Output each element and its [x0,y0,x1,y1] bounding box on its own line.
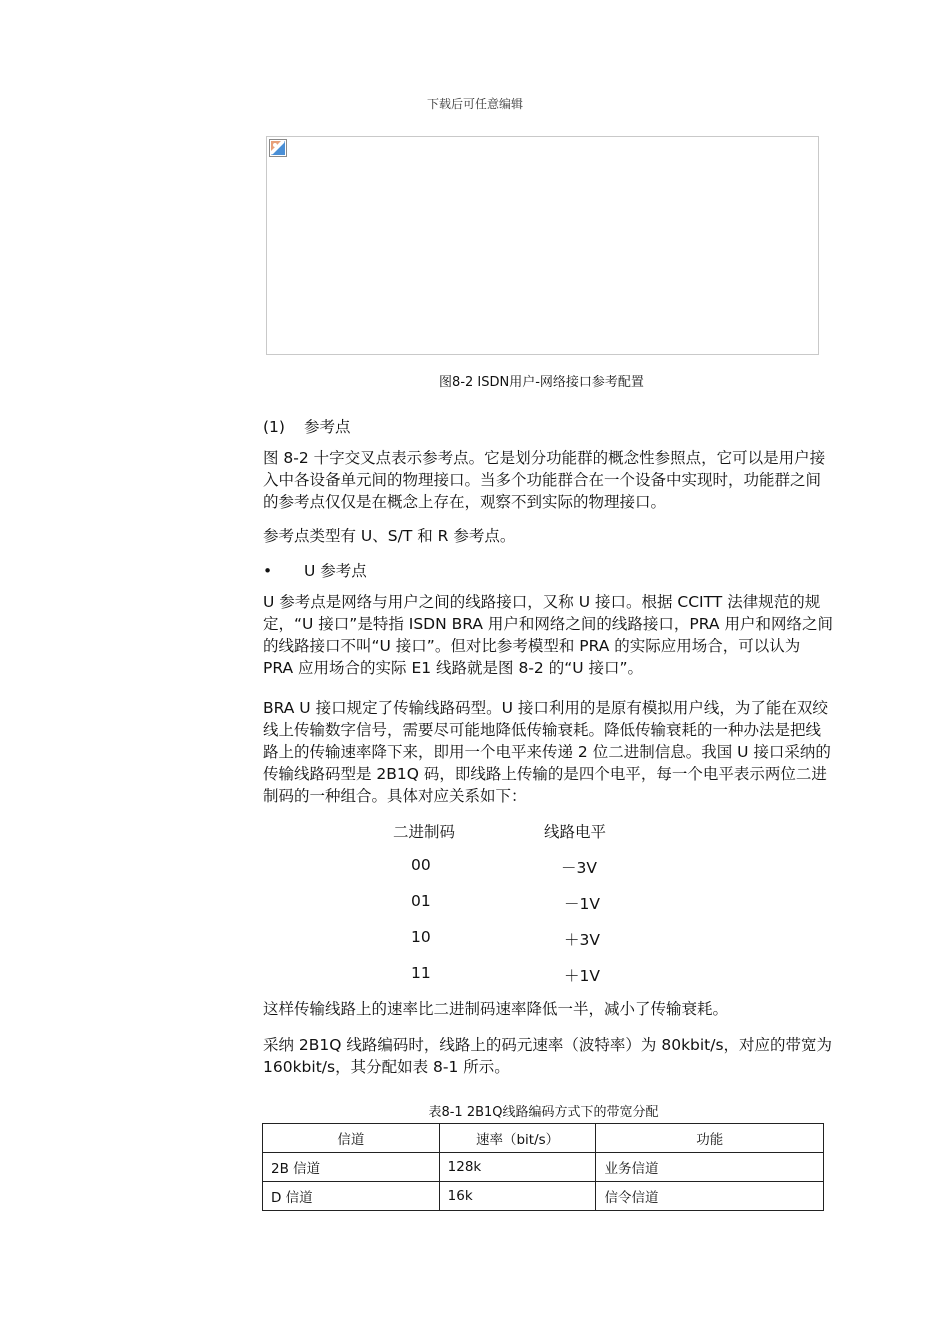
figure-image-placeholder [266,136,819,355]
paragraph-5: 这样传输线路上的速率比二进制码速率降低一半，减小了传输衰耗。 [263,1000,729,1018]
table-header-cell: 功能 [596,1124,824,1153]
table-cell: 信令信道 [596,1182,824,1211]
mapping-code: 11 [411,964,431,982]
mapping-code: 10 [411,928,431,946]
broken-image-icon [269,139,287,157]
table-cell: D 信道 [263,1182,440,1211]
page-header: 下载后可任意编辑 [426,97,523,111]
mapping-header-code: 二进制码 [393,823,456,841]
bullet-text: U 参考点 [304,562,367,580]
table-caption: 表8-1 2B1Q线路编码方式下的带宽分配 [428,1105,659,1120]
section-number: (1) [263,418,285,436]
table-header-cell: 速率（bit/s） [439,1124,596,1153]
paragraph-4: BRA U 接口规定了传输线路码型。U 接口利用的是原有模拟用户线，为了能在双绞线上传输数字信号，需要尽可能地降低传输衰耗。降低传输衰耗的一种办法是把线路上的传输速率降下来，即用一个电平来传递 2 位二进制信息。我国 U 接口采纳的传输线路码型是 2B1Q 码，即线路上传输的是四个电平，每一个电平表示两位二进制码的一种组合。具体对应关系如下： [263,699,831,805]
table-cell: 16k [439,1182,596,1211]
paragraph-2: 参考点类型有 U、S/T 和 R 参考点。 [263,527,516,545]
table-header-cell: 信道 [263,1124,440,1153]
section-title: 参考点 [304,418,351,436]
table-cell: 128k [439,1153,596,1182]
mapping-level: －3V [561,859,597,877]
table-header-row [263,1124,824,1153]
figure-caption: 图8-2 ISDN用户-网络接口参考配置 [439,375,644,390]
bullet-item [263,559,367,581]
table-cell: 2B 信道 [263,1153,440,1182]
mapping-code: 00 [411,856,431,874]
bullet-dot: • [263,562,273,580]
paragraph-3: U 参考点是网络与用户之间的线路接口，又称 U 接口。根据 CCITT 法律规范的规定，“U 接口”是特指 ISDN BRA 用户和网络之间的线路接口，PRA 用户和网络之间的线路接口不叫“U 接口”。但对比参考模型和 PRA 的实际应用场合，可以认为 PRA 应用场合的实际 E1 线路就是图 8-2 的“U 接口”。 [263,593,833,677]
bandwidth-table [262,1123,824,1211]
mapping-code: 01 [411,892,431,910]
section-heading [263,415,351,437]
table-row [263,1182,824,1211]
paragraph-1: 图 8-2 十字交叉点表示参考点。它是划分功能群的概念性参照点，它可以是用户接入中各设备单元间的物理接口。当多个功能群合在一个设备中实现时，功能群之间的参考点仅仅是在概念上存在，观察不到实际的物理接口。 [263,449,826,511]
paragraph-6: 采纳 2B1Q 线路编码时，线路上的码元速率（波特率）为 80kbit/s，对应的带宽为 160kbit/s，其分配如表 8-1 所示。 [263,1036,833,1076]
mapping-level: ＋1V [564,967,600,985]
mapping-level: －1V [564,895,600,913]
table-cell: 业务信道 [596,1153,824,1182]
table-row [263,1153,824,1182]
mapping-level: ＋3V [564,931,600,949]
mapping-header-level: 线路电平 [544,823,607,841]
